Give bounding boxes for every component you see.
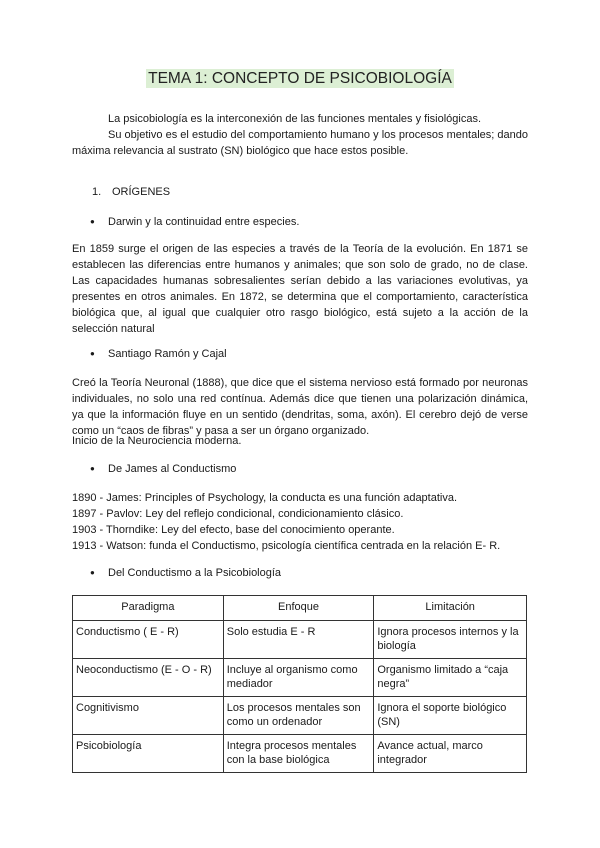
table-row bbox=[73, 697, 527, 735]
bullet-icon: ● bbox=[90, 464, 95, 473]
intro-paragraph-1: La psicobiología es la interconexión de las funciones mentales y fisiológicas. bbox=[108, 113, 481, 125]
bullet-icon: ● bbox=[90, 349, 95, 358]
table-cell: Ignora el soporte biológico (SN) bbox=[374, 697, 527, 735]
bullet-darwin bbox=[90, 216, 299, 228]
table-header-cell: Enfoque bbox=[223, 596, 374, 621]
table-row bbox=[73, 735, 527, 773]
table-cell: Neoconductismo (E - O - R) bbox=[73, 659, 224, 697]
timeline-item: 1897 - Pavlov: Ley del reflejo condicional, condicionamiento clásico. bbox=[72, 508, 404, 520]
cajal-paragraph: Creó la Teoría Neuronal (1888), que dice que el sistema nervioso está formado por neuronas individuales, no solo una red contínua. Además dice que tienen una polarización dinámica, ya que la información fluye en un sentido (dendritas, soma, axón). El cerebro dejó de verse como un “caos de fibras” y pasa a ser un órgano organizado. bbox=[72, 377, 528, 437]
bullet-table-section bbox=[90, 567, 281, 579]
table-cell: Organismo limitado a “caja negra” bbox=[374, 659, 527, 697]
table-header-cell: Paradigma bbox=[73, 596, 224, 621]
table-cell: Solo estudia E - R bbox=[223, 621, 374, 659]
section-number: 1. bbox=[92, 186, 102, 198]
section-title: ORÍGENES bbox=[112, 186, 171, 198]
cajal-extra: Inicio de la Neurociencia moderna. bbox=[72, 435, 242, 447]
bullet-darwin-text: Darwin y la continuidad entre especies. bbox=[108, 216, 300, 228]
title-highlight: TEMA 1: CONCEPTO DE PSICOBIOLOGÍA bbox=[148, 70, 452, 87]
timeline-item: 1913 - Watson: funda el Conductismo, psicología científica centrada en la relación E- R. bbox=[72, 540, 501, 552]
bullet-james-text: De James al Conductismo bbox=[108, 463, 237, 475]
table-row bbox=[73, 659, 527, 697]
bullet-james bbox=[90, 463, 236, 475]
document-title bbox=[0, 70, 600, 88]
table-header-cell: Limitación bbox=[374, 596, 527, 621]
bullet-table-text: Del Conductismo a la Psicobiología bbox=[108, 567, 282, 579]
paradigm-table bbox=[72, 595, 527, 773]
table-header-row bbox=[73, 596, 527, 621]
bullet-cajal-text: Santiago Ramón y Cajal bbox=[108, 348, 227, 360]
intro-paragraph-2: Su objetivo es el estudio del comportamiento humano y los procesos mentales; dando máxima relevancia al sustrato (SN) biológico que hace estos posible. bbox=[72, 129, 528, 157]
section-heading bbox=[92, 186, 170, 198]
bullet-icon: ● bbox=[90, 217, 95, 226]
table-cell: Avance actual, marco integrador bbox=[374, 735, 527, 773]
bullet-icon: ● bbox=[90, 568, 95, 577]
table-cell: Psicobiología bbox=[73, 735, 224, 773]
table-cell: Ignora procesos internos y la biología bbox=[374, 621, 527, 659]
timeline-item: 1903 - Thorndike: Ley del efecto, base del conocimiento operante. bbox=[72, 524, 395, 536]
table-cell: Conductismo ( E - R) bbox=[73, 621, 224, 659]
table-row bbox=[73, 621, 527, 659]
table-cell: Integra procesos mentales con la base biológica bbox=[223, 735, 374, 773]
table-cell: Los procesos mentales son como un ordenador bbox=[223, 697, 374, 735]
timeline-item: 1890 - James: Principles of Psychology, la conducta es una función adaptativa. bbox=[72, 492, 458, 504]
darwin-paragraph: En 1859 surge el origen de las especies a través de la Teoría de la evolución. En 1871 se establecen las diferencias entre humanos y animales; que son solo de grado, no de clase. Las capacidades humanas sobresalientes serían debido a las variaciones evolutivas, ya presentes en otros animales. En 1872, se determina que el comportamiento, característica biológica que, al igual que cualquier otro rasgo biológico, está sujeto a la acción de la selección natural bbox=[72, 243, 528, 335]
table-cell: Incluye al organismo como mediador bbox=[223, 659, 374, 697]
bullet-cajal bbox=[90, 348, 227, 360]
table-cell: Cognitivismo bbox=[73, 697, 224, 735]
timeline-list bbox=[72, 490, 528, 554]
